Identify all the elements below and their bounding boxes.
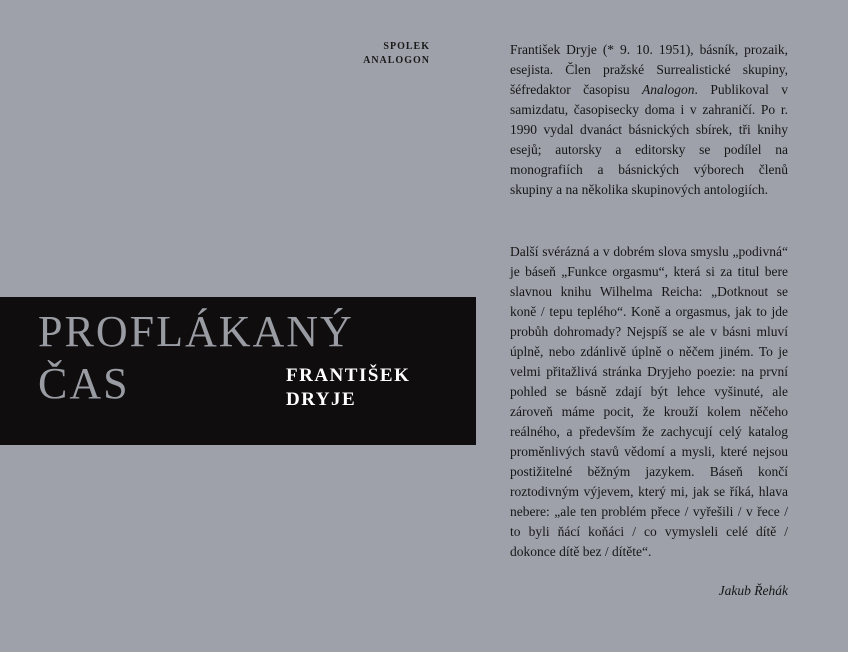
publisher-line-2: ANALOGON bbox=[363, 55, 430, 66]
bio-text-end: . Publikoval v samizdatu, časopisecky doma i v zahraničí. Po r. 1990 vydal dvanáct básnických sbírek, tři knihy esejů; autorsky a editorsky se podílel na monografiích a básnických výborech členů skupiny a na několika skupinových antologiích. bbox=[510, 82, 788, 197]
bio-text-start: František Dryje (* 9. 10. 1951), básník, prozaik, esejista. Člen pražské Surrealistické skupiny, šéfredaktor časopisu bbox=[510, 42, 788, 97]
review-signature: Jakub Řehák bbox=[718, 583, 788, 598]
book-title-line-2: ČAS bbox=[38, 359, 130, 408]
author-bio bbox=[510, 40, 788, 200]
author-last-name: DRYJE bbox=[286, 389, 357, 410]
bio-journal-name: Analogon bbox=[642, 82, 695, 97]
publisher-imprint bbox=[340, 40, 430, 68]
author-first-name: FRANTIŠEK bbox=[286, 365, 411, 386]
author-name bbox=[286, 364, 410, 412]
publisher-line-1: SPOLEK bbox=[383, 41, 430, 52]
review-text: Další svérázná a v dobrém slova smyslu „podivná“ je báseň „Funkce orgasmu“, která si za titul bere slavnou knihu Wilhelma Reicha: „Dotknout se koně / tepu teplého“. Koně a orgasmus, jak to jde probůh dohromady? Nejspíš se ale v básni mluví úplně, nebo zdánlivě úplně o něčem jiném. To je velmi přitažlivá stránka Dryjeho poezie: na první pohled se básně zdají být lehce vyšinuté, ale zároveň máme pocit, že krouží kolem něčeho reálného, a především že zachycují celý katalog proměnlivých stavů vědomí a mysli, které nejsou postižitelné běžným jazykem. Báseň končí roztodivným výjevem, který mi, jak se říká, hlava nebere: „ale ten problém přece / vyřešili / v řece / to byli ňácí koňáci / co vymysleli celé dítě / dokonce dítě bez / dítěte“. bbox=[510, 244, 788, 559]
book-title-line-1: PROFLÁKANÝ bbox=[38, 307, 354, 356]
